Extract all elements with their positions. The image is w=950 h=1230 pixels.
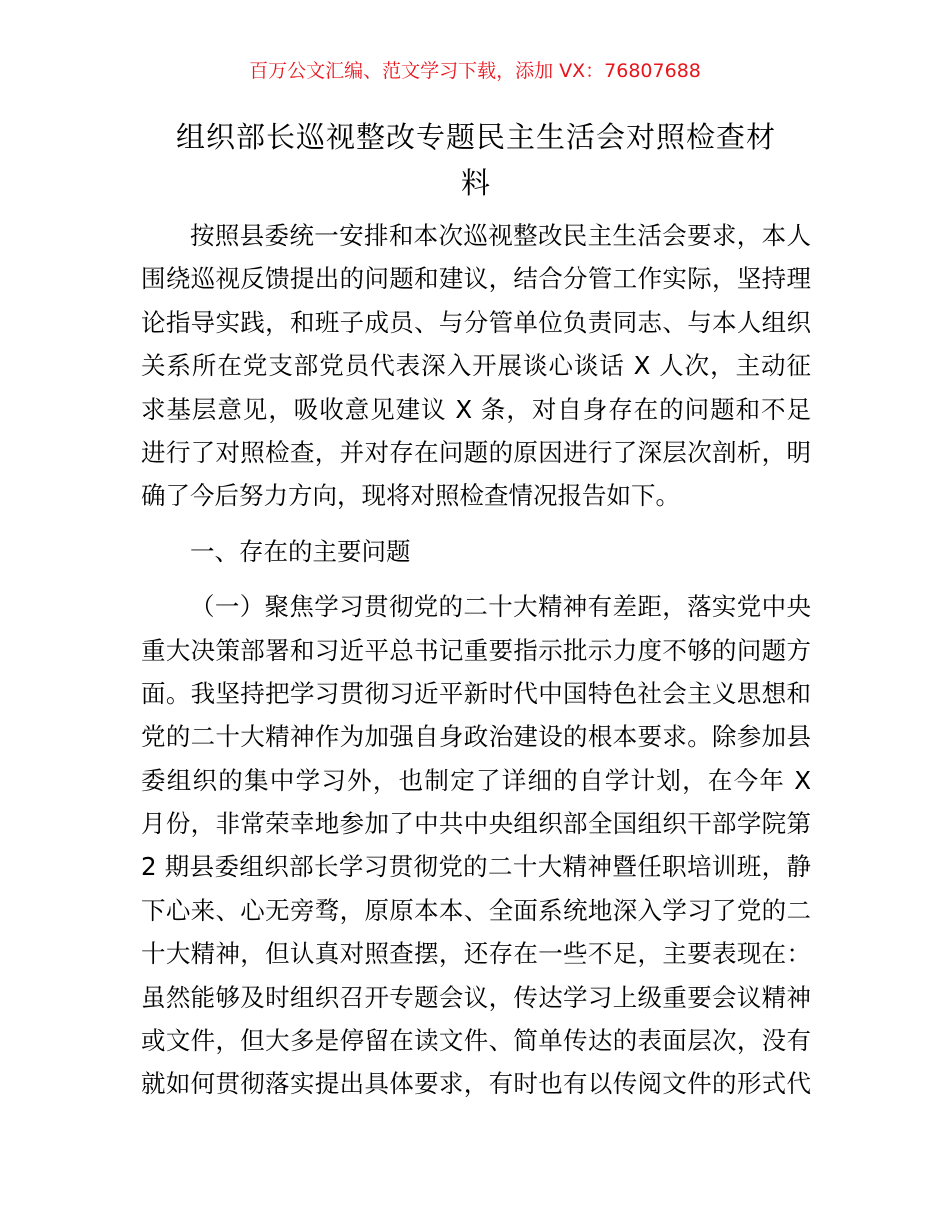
subsection-paragraph (141, 585, 811, 1106)
text-line: 求基层意见，吸收意见建议 X 条，对自身存在的问题和不足 (141, 394, 811, 424)
title-line-2: 料 (460, 166, 491, 200)
text-line: 重大决策部署和习近平总书记重要指示批示力度不够的问题方 (141, 635, 811, 665)
text-line: 论指导实践，和班子成员、与分管单位负责同志、与本人组织 (141, 307, 811, 337)
text-line: 党的二十大精神作为加强自身政治建设的根本要求。除参加县 (141, 722, 811, 752)
text-line: 或文件，但大多是停留在读文件、简单传达的表面层次，没有 (141, 1026, 811, 1056)
text-line: 按照县委统一安排和本次巡视整改民主生活会要求，本人 (190, 221, 811, 250)
text-line: 进行了对照检查，并对存在问题的原因进行了深层次剖析，明 (141, 437, 811, 467)
text-line: 2 期县委组织部长学习贯彻党的二十大精神暨任职培训班，静 (141, 852, 811, 882)
section-heading: 一、存在的主要问题 (190, 536, 411, 566)
intro-paragraph (141, 214, 811, 518)
text-line: 月份，非常荣幸地参加了中共中央组织部全国组织干部学院第 (141, 809, 811, 839)
text-line: 下心来、心无旁骛，原原本本、全面系统地深入学习了党的二 (141, 895, 811, 925)
text-line: 十大精神，但认真对照查摆，还存在一些不足，主要表现在： (141, 939, 811, 969)
text-line: 关系所在党支部党员代表深入开展谈心谈话 X 人次，主动征 (141, 351, 811, 381)
text-line: 面。我坚持把学习贯彻习近平新时代中国特色社会主义思想和 (141, 678, 811, 708)
text-line: 确了今后努力方向，现将对照检查情况报告如下。 (141, 481, 680, 511)
document-body (141, 214, 811, 1106)
text-line: 就如何贯彻落实提出具体要求，有时也有以传阅文件的形式代 (141, 1069, 811, 1099)
watermark-header: 百万公文汇编、范文学习下载，添加 VX：76807688 (249, 60, 701, 82)
text-line: （一）聚焦学习贯彻党的二十大精神有差距，落实党中央 (190, 592, 811, 622)
document-title (141, 114, 811, 206)
title-line-1: 组织部长巡视整改专题民主生活会对照检查材 (175, 120, 776, 154)
text-line: 委组织的集中学习外，也制定了详细的自学计划，在今年 X (141, 765, 811, 795)
text-line: 围绕巡视反馈提出的问题和建议，结合分管工作实际，坚持理 (141, 264, 811, 294)
text-line: 虽然能够及时组织召开专题会议，传达学习上级重要会议精神 (141, 982, 811, 1012)
